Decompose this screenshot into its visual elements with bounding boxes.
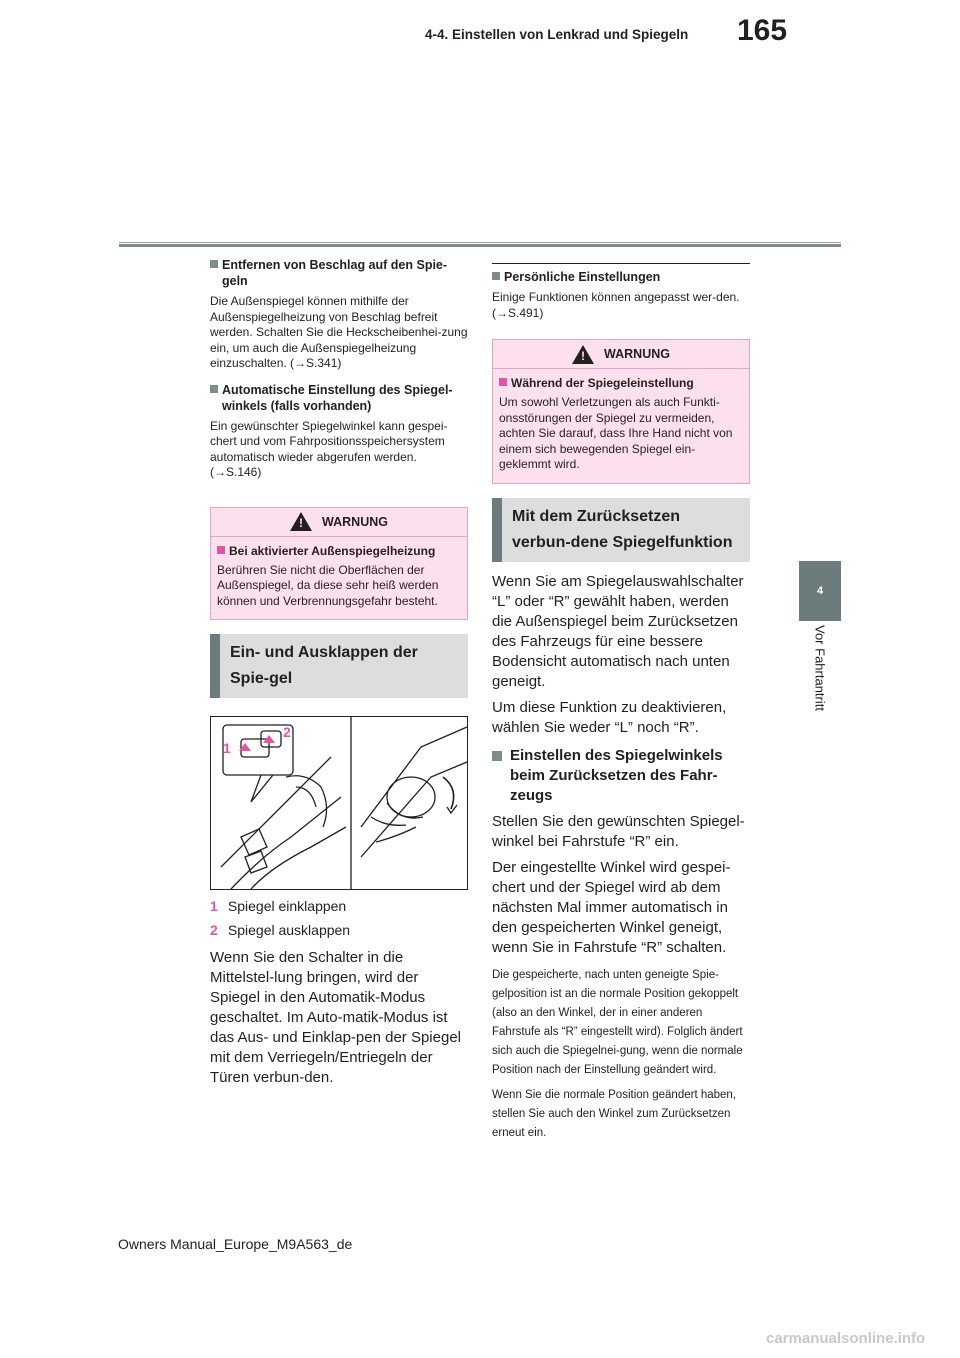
warning-body xyxy=(211,537,467,620)
left-column xyxy=(210,253,468,1088)
warning-box-heater xyxy=(210,507,468,621)
chapter-tab: 4 xyxy=(799,561,841,621)
section-title: 4-4. Einstellen von Lenkrad und Spiegeln xyxy=(425,27,689,42)
paragraph-reverse-tilt: Wenn Sie am Spiegelauswahlschalter “L” oder “R” gewählt haben, werden die Außenspiegel beim Zurücksetzen des Fahrzeugs für eine bessere Bodensicht automatisch nach unten geneigt. xyxy=(492,572,744,690)
header-divider-top xyxy=(119,242,841,243)
list-number: 1 xyxy=(210,898,218,914)
paragraph-stored-angle: Der eingestellte Winkel wird gespei-chert und der Spiegel wird ab dem nächsten Mal immer automatisch in den gespeicherten Winkel geneigt, wenn Sie in Fahrstufe “R” schalten. xyxy=(492,858,731,956)
section-heading-reverse: Mit dem Zurücksetzen verbun-dene Spiegelfunktion xyxy=(492,498,750,562)
list-number: 2 xyxy=(210,922,218,938)
warning-subheading: Während der Spiegeleinstellung xyxy=(499,375,741,391)
mirror-fold-figure xyxy=(210,716,468,890)
note-linked-position: Die gespeicherte, nach unten geneigte Spie-gelposition ist an die normale Position gekoppelt (also an den Winkel, der in einer anderen Fahrstufe als “R” eingestellt wird). Folglich ändert sich auch die Spiegelnei-gung, wenn die normale Position nach der Einstellung geändert wird. xyxy=(492,968,743,1076)
subheading-reverse-angle: Einstellen des Spiegelwinkels beim Zurücksetzen des Fahr-zeugs xyxy=(492,746,750,806)
heading-defog: Entfernen von Beschlag auf den Spie-geln xyxy=(210,257,468,289)
text-auto-angle: Ein gewünschter Spiegelwinkel kann gespei-chert und vom Fahrpositionsspeichersystem automatisch wieder abgerufen werden. (→S.146) xyxy=(210,418,448,479)
note-reset-angle: Wenn Sie die normale Position geändert haben, stellen Sie auch den Winkel zum Zurücksetzen erneut ein. xyxy=(492,1088,737,1139)
heading-auto-angle: Automatische Einstellung des Spiegel-winkels (falls vorhanden) xyxy=(210,382,468,414)
list-text: Spiegel ausklappen xyxy=(227,922,351,938)
warning-box-adjust xyxy=(492,339,750,484)
right-column xyxy=(492,263,750,1143)
warning-title: WARNUNG xyxy=(322,514,388,529)
list-item-fold xyxy=(210,896,468,916)
warning-title: WARNUNG xyxy=(604,347,670,361)
chapter-label-wrapper xyxy=(780,625,860,745)
warning-subheading: Bei aktivierter Außenspiegelheizung xyxy=(217,543,459,559)
paragraph-set-angle: Stellen Sie den gewünschten Spiegel-winkel bei Fahrstufe “R” ein. xyxy=(492,812,745,850)
watermark: carmanualsonline.info xyxy=(766,1330,926,1347)
list-item-unfold xyxy=(210,920,468,940)
list-text: Spiegel einklappen xyxy=(227,898,347,914)
paragraph-deactivate: Um diese Funktion zu deaktivieren, wählen Sie weder “L” noch “R”. xyxy=(492,698,727,736)
warning-text: Um sowohl Verletzungen als auch Funkti-onsstörungen der Spiegel zu vermeiden, achten Sie darauf, dass Ihre Hand nicht von einem sich bewegenden Spiegel ein-geklemmt wird. xyxy=(499,395,733,471)
callout-1: 1 xyxy=(223,740,231,756)
warning-text: Berühren Sie nicht die Oberflächen der Außenspiegel, da diese sehr heiß werden können und Verbrennungsgefahr besteht. xyxy=(217,562,439,608)
callout-2: 2 xyxy=(283,724,291,740)
chapter-label: Vor Fahrtantritt xyxy=(812,625,828,711)
page-number: 165 xyxy=(737,14,788,47)
heading-personal-settings: Persönliche Einstellungen xyxy=(492,269,750,285)
text-personal-settings: Einige Funktionen können angepasst wer-den. (→S.491) xyxy=(492,290,740,320)
warning-header xyxy=(211,508,467,537)
header-divider xyxy=(119,244,841,247)
text-defog: Die Außenspiegel können mithilfe der Außenspiegelheizung von Beschlag befreit werden. Schalten Sie die Heckscheibenhei-zung ein, um auch die Außenspiegelheizung einzuschalten. (→S.341) xyxy=(210,294,468,370)
paragraph-auto-mode: Wenn Sie den Schalter in die Mittelstel-lung bringen, wird der Spiegel in den Automatik-Modus geschaltet. Im Auto-matik-Modus ist das Aus- und Einklap-pen der Spiegel mit dem Verriegeln/Entriegeln der Türen verbun-den. xyxy=(210,949,462,1086)
warning-icon: ! xyxy=(572,345,594,364)
warning-body xyxy=(493,369,749,483)
footer-text: Owners Manual_Europe_M9A563_de xyxy=(118,1236,353,1252)
warning-icon: ! xyxy=(290,512,312,531)
warning-header xyxy=(493,340,749,369)
section-heading-fold: Ein- und Ausklappen der Spie-gel xyxy=(210,634,468,698)
mirror-fold-illustration xyxy=(211,717,467,889)
